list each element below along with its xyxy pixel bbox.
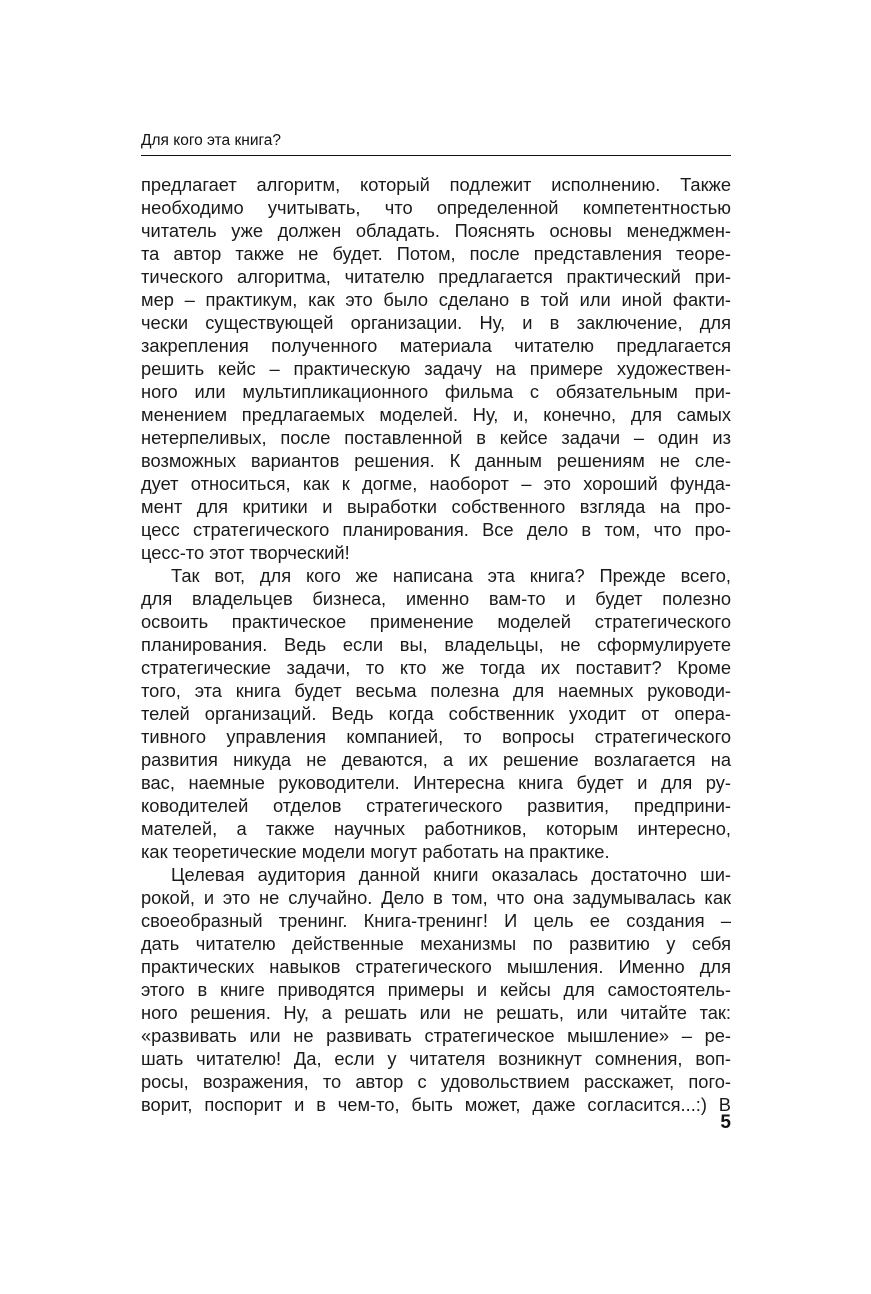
text-line: ного решения. Ну, а решать или не решать, или читайте так: xyxy=(141,1002,731,1023)
text-line: читатель уже должен обладать. Пояснять основы менеджмен- xyxy=(141,220,731,241)
text-line: вас, наемные руководители. Интересна книга будет и для ру- xyxy=(141,772,731,793)
text-line: своеобразный тренинг. Книга-тренинг! И цель ее создания – xyxy=(141,910,731,931)
text-line: как теоретические модели могут работать на практике. xyxy=(141,841,610,862)
text-line: стратегические задачи, то кто же тогда их поставит? Кроме xyxy=(141,657,731,678)
text-line: Так вот, для кого же написана эта книга? Прежде всего, xyxy=(171,565,731,586)
text-line: телей организаций. Ведь когда собственник уходит от опера- xyxy=(141,703,731,724)
text-line: планирования. Ведь если вы, владельцы, не сформулируете xyxy=(141,634,731,655)
text-line: цесс-то этот творческий! xyxy=(141,542,350,563)
text-line: тивного управления компанией, то вопросы стратегического xyxy=(141,726,731,747)
running-header: Для кого эта книга? xyxy=(141,132,282,149)
text-line: рокой, и это не случайно. Дело в том, что она задумывалась как xyxy=(141,887,731,908)
text-line: этого в книге приводятся примеры и кейсы для самостоятель- xyxy=(141,979,731,1000)
text-line: менением предлагаемых моделей. Ну, и, конечно, для самых xyxy=(141,404,731,425)
text-line: Целевая аудитория данной книги оказалась достаточно ши- xyxy=(171,864,731,885)
text-line: та автор также не будет. Потом, после представления теоре- xyxy=(141,243,731,264)
text-line: предлагает алгоритм, который подлежит исполнению. Также xyxy=(141,174,731,195)
text-line: дать читателю действенные механизмы по развитию у себя xyxy=(141,933,731,954)
text-line: росы, возражения, то автор с удовольствием расскажет, пого- xyxy=(141,1071,731,1092)
text-line: решить кейс – практическую задачу на примере художествен- xyxy=(141,358,731,379)
text-line: «развивать или не развивать стратегическое мышление» – ре- xyxy=(141,1025,731,1046)
text-line: мер – практикум, как это было сделано в той или иной факти- xyxy=(141,289,731,310)
header-rule xyxy=(141,155,731,156)
text-line: нетерпеливых, после поставленной в кейсе задачи – один из xyxy=(141,427,731,448)
text-line: закрепления полученного материала читателю предлагается xyxy=(141,335,731,356)
text-line: дует относиться, как к догме, наоборот – это хороший фунда- xyxy=(141,473,731,494)
text-line: возможных вариантов решения. К данным решениям не сле- xyxy=(141,450,731,471)
text-line: шать читателю! Да, если у читателя возникнут сомнения, воп- xyxy=(141,1048,731,1069)
text-line: освоить практическое применение моделей стратегического xyxy=(141,611,731,632)
text-line: цесс стратегического планирования. Все дело в том, что про- xyxy=(141,519,731,540)
text-line: ного или мультипликационного фильма с обязательным при- xyxy=(141,381,731,402)
text-line: ководителей отделов стратегического развития, предприни- xyxy=(141,795,731,816)
text-line: чески существующей организации. Ну, и в заключение, для xyxy=(141,312,731,333)
text-line: мент для критики и выработки собственного взгляда на про- xyxy=(141,496,731,517)
text-line: практических навыков стратегического мышления. Именно для xyxy=(141,956,731,977)
text-line: тического алгоритма, читателю предлагается практический при- xyxy=(141,266,731,287)
page-number: 5 xyxy=(720,1112,731,1133)
text-line: для владельцев бизнеса, именно вам-то и будет полезно xyxy=(141,588,731,609)
text-line: того, эта книга будет весьма полезна для наемных руководи- xyxy=(141,680,731,701)
text-line: необходимо учитывать, что определенной компетентностью xyxy=(141,197,731,218)
text-line: развития никуда не деваются, а их решение возлагается на xyxy=(141,749,731,770)
text-line: ворит, поспорит и в чем-то, быть может, даже согласится...:) В xyxy=(141,1094,731,1115)
text-line: мателей, а также научных работников, которым интересно, xyxy=(141,818,731,839)
